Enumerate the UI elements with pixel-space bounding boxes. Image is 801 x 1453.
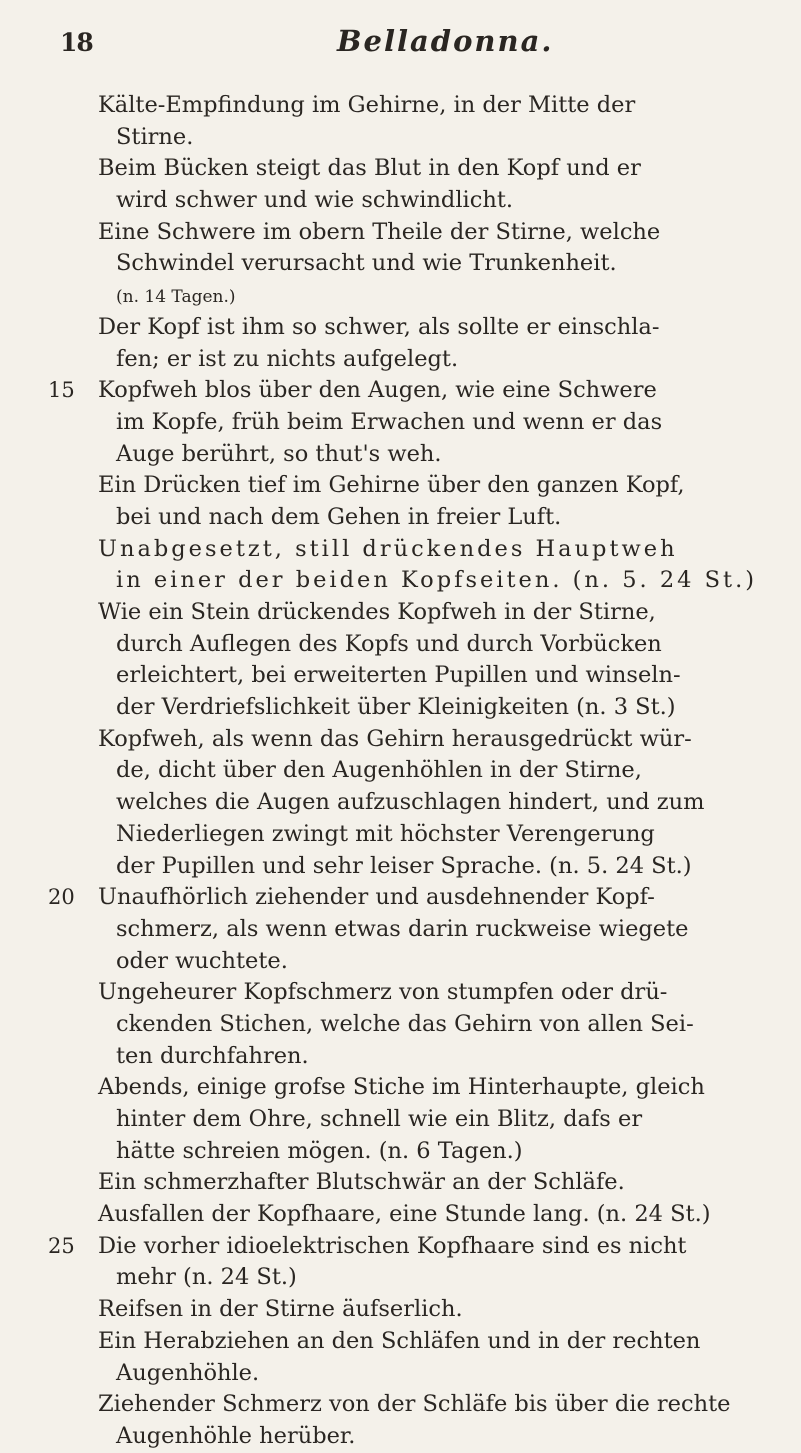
line-text: Der Kopf ist ihm so schwer, als sollte er einschla-: [98, 313, 660, 340]
line-text: Kopfweh blos über den Augen, wie eine Schwere: [98, 377, 657, 404]
text-line: [98, 1389, 778, 1421]
text-line: [98, 629, 778, 661]
line-text: der Pupillen und sehr leiser Sprache. (n. 5. 24 St.): [116, 852, 692, 879]
text-line: [98, 1041, 778, 1073]
line-text: der Verdriefslichkeit über Kleinigkeiten (n. 3 St.): [116, 694, 676, 721]
text-line: [98, 819, 778, 851]
line-text: Niederliegen zwingt mit höchster Verengerung: [116, 820, 655, 847]
line-text: oder wuchtete.: [116, 947, 288, 974]
line-text: ckenden Stichen, welche das Gehirn von allen Sei-: [116, 1010, 694, 1037]
text-line: [98, 439, 778, 471]
line-text: bei und nach dem Gehen in freier Luft.: [116, 503, 562, 530]
line-text: Schwindel verursacht und wie Trunkenheit.: [116, 250, 617, 277]
line-text: durch Auflegen des Kopfs und durch Vorbücken: [116, 630, 662, 657]
symptom-number: 25: [48, 1233, 75, 1258]
text-line: [98, 1136, 778, 1168]
text-line: [98, 248, 778, 280]
line-text: Ungeheurer Kopfschmerz von stumpfen oder drü-: [98, 979, 668, 1006]
text-line: [98, 1326, 778, 1358]
text-line: [98, 502, 778, 534]
text-line: [98, 724, 778, 756]
text-line: [98, 217, 778, 249]
text-line: [98, 851, 778, 883]
line-text: fen; er ist zu nichts aufgelegt.: [116, 345, 459, 372]
text-line: [98, 534, 778, 566]
line-text: Ausfallen der Kopfhaare, eine Stunde lang. (n. 24 St.): [98, 1201, 711, 1228]
line-text: Wie ein Stein drückendes Kopfweh in der Stirne,: [98, 599, 656, 625]
text-line: [98, 407, 778, 439]
text-line: [98, 1009, 778, 1041]
line-text: in einer der beiden Kopfseiten. (n. 5. 24 St.): [116, 567, 758, 594]
line-text: Auge berührt, so thut's weh.: [116, 440, 442, 467]
line-text: Eine Schwere im obern Theile der Stirne, welche: [98, 218, 661, 245]
text-line: [98, 787, 778, 819]
line-text: Stirne.: [116, 123, 194, 150]
line-text: Beim Bücken steigt das Blut in den Kopf und er: [98, 155, 641, 182]
text-line: [48, 882, 778, 914]
text-line: [98, 660, 778, 692]
line-text: Kälte-Empfindung im Gehirne, in der Mitte der: [98, 92, 636, 118]
line-text: Kopfweh, als wenn das Gehirn herausgedrückt wür-: [98, 725, 692, 752]
text-line: [98, 153, 778, 185]
text-line: [48, 1231, 778, 1263]
line-text: mehr (n. 24 St.): [116, 1264, 297, 1291]
line-text: ten durchfahren.: [116, 1042, 309, 1069]
text-line: [98, 280, 778, 312]
line-text: Die vorher idioelektrischen Kopfhaare sind es nicht: [98, 1232, 687, 1259]
line-text: Ein Herabziehen an den Schläfen und in der rechten: [98, 1327, 701, 1354]
line-text: Augenhöhle.: [116, 1359, 260, 1386]
text-line: [48, 375, 778, 407]
text-line: [98, 312, 778, 344]
text-line: [98, 946, 778, 978]
line-text: hinter dem Ohre, schnell wie ein Blitz, dafs er: [116, 1106, 643, 1132]
text-line: [98, 1358, 778, 1390]
text-line: [98, 565, 778, 597]
text-line: [98, 1104, 778, 1136]
line-text: Ziehender Schmerz von der Schläfe bis über die rechte: [98, 1391, 731, 1418]
line-text: Reifsen in der Stirne äufserlich.: [98, 1296, 463, 1323]
text-line: [98, 470, 778, 502]
line-text: erleichtert, bei erweiterten Pupillen und winseln-: [116, 662, 681, 689]
line-text: schmerz, als wenn etwas darin ruckweise wiegete: [116, 915, 689, 942]
running-title: Belladonna.: [337, 24, 554, 58]
line-text: Ein schmerzhafter Blutschwär an der Schläfe.: [98, 1169, 625, 1196]
text-line: [98, 122, 778, 154]
line-text: de, dicht über den Augenhöhlen in der Stirne,: [116, 757, 642, 784]
line-text: (n. 14 Tagen.): [116, 287, 236, 308]
text-line: [98, 90, 778, 122]
line-text: Augenhöhle herüber.: [116, 1422, 356, 1449]
line-text: welches die Augen aufzuschlagen hindert, und zum: [116, 789, 705, 816]
text-line: [98, 344, 778, 376]
line-text: Unaufhörlich ziehender und ausdehnender Kopf-: [98, 884, 655, 911]
text-line: [98, 185, 778, 217]
text-line: [98, 977, 778, 1009]
symptom-list: [48, 90, 778, 1453]
line-text: wird schwer und wie schwindlicht.: [116, 187, 514, 214]
text-line: [98, 755, 778, 787]
text-line: [98, 1072, 778, 1104]
text-line: [98, 1262, 778, 1294]
line-text: im Kopfe, früh beim Erwachen und wenn er das: [116, 408, 663, 435]
line-text: hätte schreien mögen. (n. 6 Tagen.): [116, 1137, 523, 1164]
line-text: Abends, einige grofse Stiche im Hinterhaupte, gleich: [98, 1074, 705, 1101]
text-line: [98, 692, 778, 724]
line-text: Unabgesetzt, still drückendes Hauptweh: [98, 535, 678, 562]
text-line: [98, 597, 778, 629]
text-line: [98, 1294, 778, 1326]
symptom-number: 20: [48, 885, 75, 910]
text-line: [98, 1167, 778, 1199]
text-line: [98, 914, 778, 946]
text-line: [98, 1421, 778, 1453]
line-text: Ein Drücken tief im Gehirne über den ganzen Kopf,: [98, 472, 685, 499]
page-header: [0, 22, 801, 72]
page-number: 18: [60, 28, 93, 57]
symptom-number: 15: [48, 378, 75, 403]
text-line: [98, 1199, 778, 1231]
